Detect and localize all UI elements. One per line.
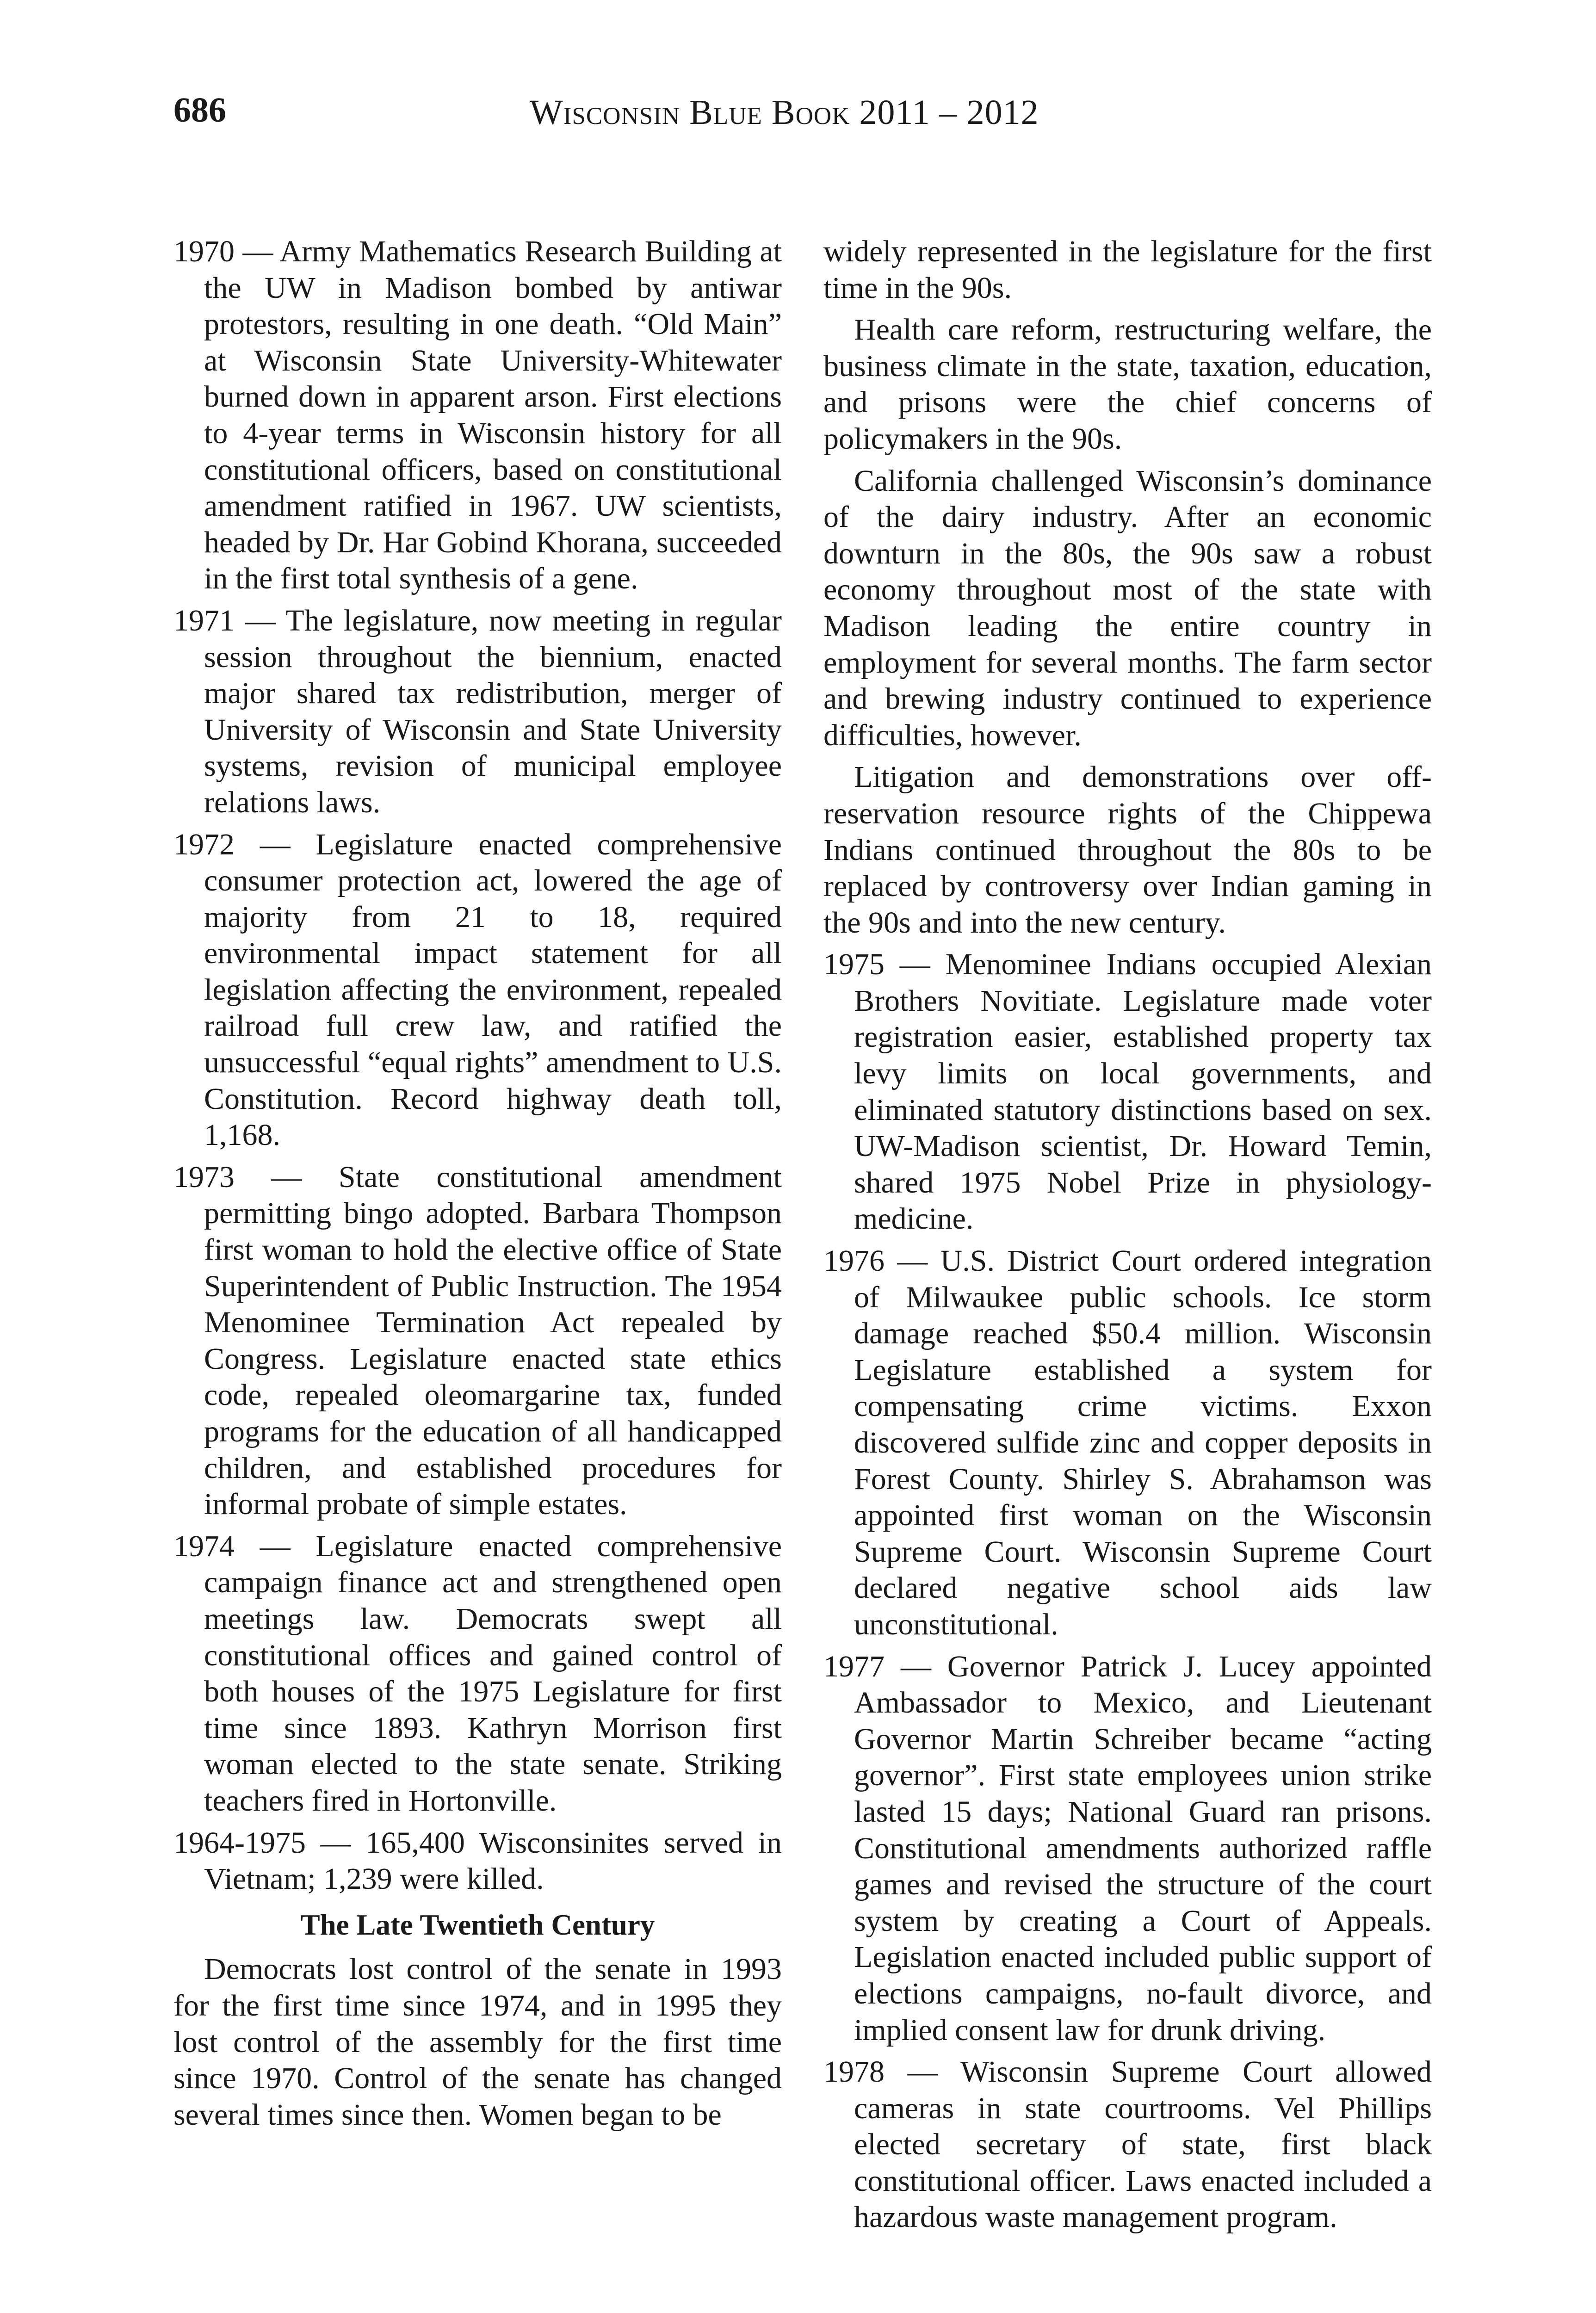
chronology-entry-1972: 1972 — Legislature enacted comprehensive consumer protection act, lowered the age of majority from 21 to 18, required environmental impact statement for all legislation affecting the environment, repealed railroad full crew law, and ratified the unsuccessful “equal rights” amendment to U.S. Constitution. Record highway death toll, 1,168. — [173, 827, 782, 1152]
chronology-entry-1970: 1970 — Army Mathematics Research Building at the UW in Madison bombed by antiwar protestors, resulting in one death. “Old Main” at Wisconsin State University-Whitewater burned down in apparent arson. First elections to 4-year terms in Wisconsin history for all constitutional officers, based on constitutional amendment ratified in 1967. UW scientists, headed by Dr. Har Gobind Khorana, succeeded in the first total synthesis of a gene. — [173, 235, 782, 596]
left-column — [173, 234, 782, 2139]
paragraph-economy: California challenged Wisconsin’s dominance of the dairy industry. After an economic downturn in the 80s, the 90s saw a robust economy throughout most of the state with Madison leading the entire country in employment for several months. The farm sector and brewing industry continued to experience difficulties, however. — [823, 464, 1432, 752]
chronology-entry-1975: 1975 — Menominee Indians occupied Alexian Brothers Novitiate. Legislature made voter registration easier, established property tax levy limits on local governments, and eliminated statutory distinctions based on sex. UW-Madison scientist, Dr. Howard Temin, shared 1975 Nobel Prize in physiology-medicine. — [823, 947, 1432, 1236]
chronology-entry-1973: 1973 — State constitutional amendment permitting bingo adopted. Barbara Thompson first woman to hold the elective office of State Superintendent of Public Instruction. The 1954 Menominee Termination Act repealed by Congress. Legislature enacted state ethics code, repealed oleomargarine tax, funded programs for the education of all handicapped children, and established procedures for informal probate of simple estates. — [173, 1160, 782, 1521]
chronology-entry-1964-1975: 1964-1975 — 165,400 Wisconsinites served in Vietnam; 1,239 were killed. — [173, 1825, 782, 1896]
chronology-entry-1978: 1978 — Wisconsin Supreme Court allowed cameras in state courtrooms. Vel Phillips elected secretary of state, first black constitutional officer. Laws enacted included a hazardous waste management program. — [823, 2055, 1432, 2234]
page-number: 686 — [173, 91, 226, 130]
right-column — [823, 234, 1432, 2241]
chronology-entry-1976: 1976 — U.S. District Court ordered integration of Milwaukee public schools. Ice storm damage reached $50.4 million. Wisconsin Legislature established a system for compensating crime victims. Exxon discovered sulfide zinc and copper deposits in Forest County. Shirley S. Abrahamson was appointed first woman on the Wisconsin Supreme Court. Wisconsin Supreme Court declared negative school aids law unconstitutional. — [823, 1244, 1432, 1641]
chronology-entry-1977: 1977 — Governor Patrick J. Lucey appointed Ambassador to Mexico, and Lieutenant Governor Martin Schreiber became “acting governor”. First state employees union strike lasted 15 days; National Guard ran prisons. Constitutional amendments authorized raffle games and revised the structure of the court system by creating a Court of Appeals. Legislation enacted included public support of elections campaigns, no-fault divorce, and implied consent law for drunk driving. — [823, 1649, 1432, 2047]
continued-paragraph: widely represented in the legislature for the first time in the 90s. — [823, 235, 1432, 305]
chronology-entry-1974: 1974 — Legislature enacted comprehensive campaign finance act and strengthened open meetings law. Democrats swept all constitutional offices and gained control of both houses of the 1975 Legislature for first time since 1893. Kathryn Morrison first woman elected to the state senate. Striking teachers fired in Hortonville. — [173, 1529, 782, 1818]
paragraph-chippewa-rights: Litigation and demonstrations over off-reservation resource rights of the Chippewa Indians continued throughout the 80s to be replaced by controversy over Indian gaming in the 90s and into the new century. — [823, 760, 1432, 940]
paragraph-policy-concerns: Health care reform, restructuring welfare, the business climate in the state, taxation, education, and prisons were the chief concerns of policymakers in the 90s. — [823, 313, 1432, 456]
section-heading: The Late Twentieth Century — [300, 1908, 655, 1941]
running-head: Wisconsin Blue Book 2011 – 2012 — [530, 93, 1039, 132]
section-intro-paragraph: Democrats lost control of the senate in 1993 for the first time since 1974, and in 1995 they lost control of the assembly for the first time since 1970. Control of the senate has changed several times since then. Women began to be — [173, 1952, 782, 2132]
chronology-entry-1971: 1971 — The legislature, now meeting in regular session throughout the biennium, enacted major shared tax redistribution, merger of University of Wisconsin and State University systems, revision of municipal employee relations laws. — [173, 603, 782, 819]
